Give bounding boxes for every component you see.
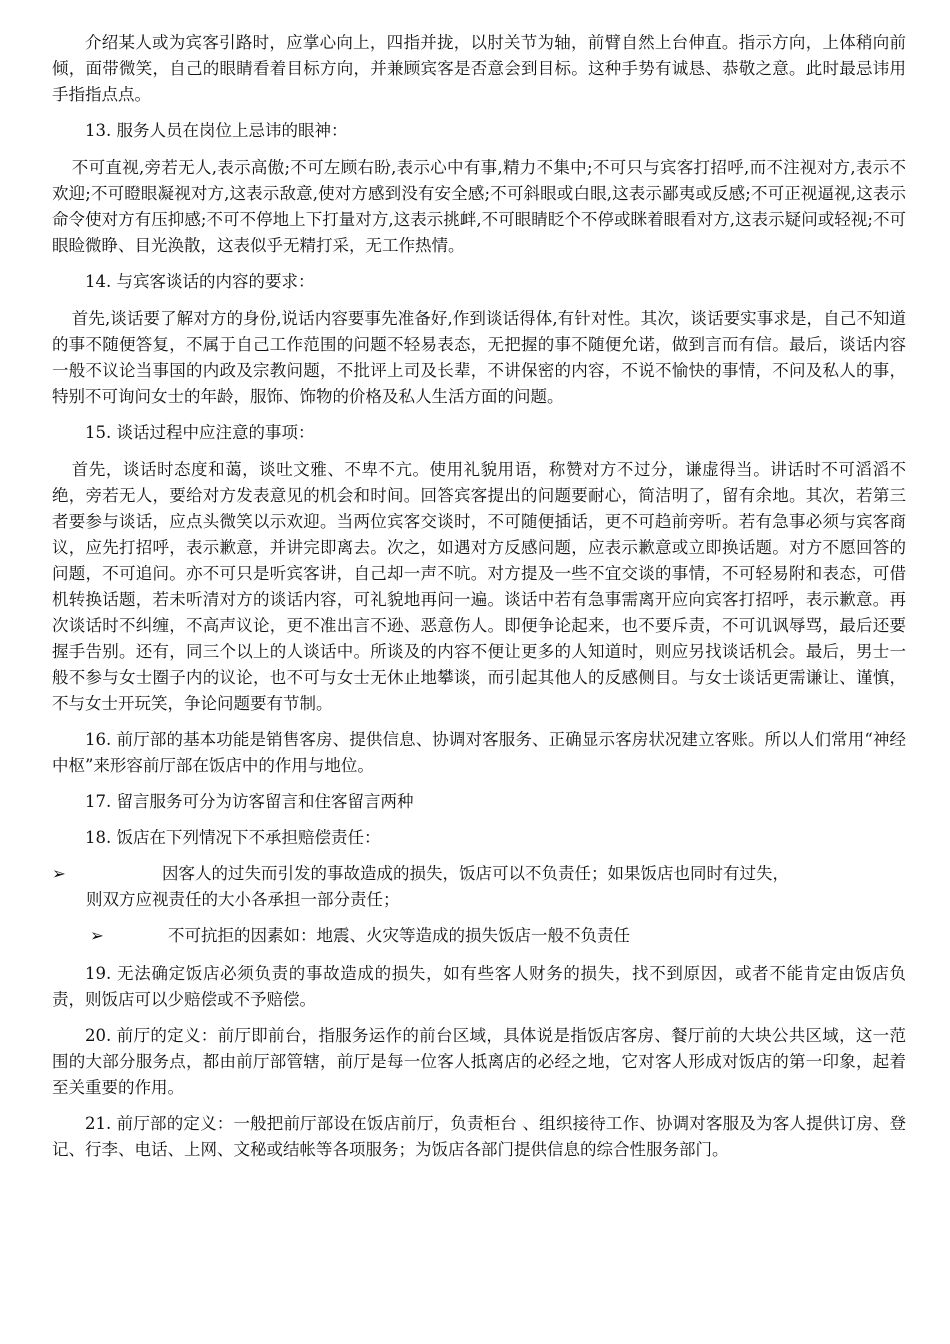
paragraph-13: 不可直视,旁若无人,表示高傲;不可左顾右盼,表示心中有事,精力不集中;不可只与宾客打招呼,而不注视对方,表示不欢迎;不可瞪眼凝视对方,这表示敌意,使对方感到没有安全感;不可斜眼或白眼,这表示鄙夷或反感;不可正视逼视,这表示命令使对方有压抑感;不可不停地上下打量对方,这表示挑衅,不可眼睛眨个不停或眯着眼看对方,这表示疑问或轻视;不可眼睑微睁、目光涣散，这表似乎无精打采，无工作热情。 (52, 158, 906, 255)
paragraph-16: 16. 前厅部的基本功能是销售客房、提供信息、协调对客服务、正确显示客房状况建立客账。所以人们常用“神经中枢”来形容前厅部在饭店中的作用与地位。 (52, 730, 906, 775)
paragraph-15: 首先，谈话时态度和蔼，谈吐文雅、不卑不亢。使用礼貌用语，称赞对方不过分，谦虚得当。讲话时不可滔滔不绝，旁若无人，要给对方发表意见的机会和时间。回答宾客提出的问题要耐心，简洁明了，留有余地。其次，若第三者要参与谈话，应点头微笑以示欢迎。当两位宾客交谈时，不可随便插话，更不可趋前旁听。若有急事必须与宾客商议，应先打招呼，表示歉意，并讲完即离去。次之，如遇对方反感问题，应表示歉意或立即换话题。对方不愿回答的问题，不可追问。亦不可只是听宾客讲，自己却一声不吭。对方提及一些不宜交谈的事情，不可轻易附和表态，可借机转换话题，若未听清对方的谈话内容，可礼貌地再问一遍。谈话中若有急事需离开应向宾客打招呼，表示歉意。再次谈话时不纠缠，不高声议论，更不准出言不逊、恶意伤人。即便争论起来，也不要斥责，不可讥讽辱骂，最后还要握手告别。还有，同三个以上的人谈话中。所谈及的内容不便让更多的人知道时，则应另找谈话机会。最后，男士一般不参与女士圈子内的议论，也不可与女士无休止地攀谈，而引起其他人的反感侧目。与女士谈话更需谦让、谨慎，不与女士开玩笑，争论问题要有节制。 (52, 460, 906, 713)
bullet-item-1 (52, 861, 906, 913)
heading-13: 13. 服务人员在岗位上忌讳的眼神： (85, 121, 348, 140)
heading-18: 18. 饭店在下列情况下不承担赔偿责任： (85, 828, 381, 847)
bullet-arrow-icon: ➢ (52, 864, 66, 883)
heading-14: 14. 与宾客谈话的内容的要求： (85, 272, 315, 291)
paragraph-17: 17. 留言服务可分为访客留言和住客留言两种 (85, 792, 414, 811)
bullet-2-text: 不可抗拒的因素如：地震、火灾等造成的损失饭店一般不负责任 (168, 926, 630, 945)
paragraph-gesture: 介绍某人或为宾客引路时，应掌心向上，四指并拢，以肘关节为轴，前臂自然上台伸直。指示方向，上体稍向前倾，面带微笑，自己的眼睛看着目标方向，并兼顾宾客是否意会到目标。这种手势有诚恳、恭敬之意。此时最忌讳用手指指点点。 (52, 33, 906, 104)
bullet-arrow-icon: ➢ (90, 926, 104, 945)
paragraph-20: 20. 前厅的定义：前厅即前台，指服务运作的前台区域，具体说是指饭店客房、餐厅前的大块公共区域，这一范围的大部分服务点，都由前厅部管辖，前厅是每一位客人抵离店的必经之地，它对客人形成对饭店的第一印象，起着至关重要的作用。 (52, 1026, 906, 1097)
bullet-item-2 (52, 923, 906, 949)
heading-15: 15. 谈话过程中应注意的事项： (85, 423, 315, 442)
bullet-1-text: 因客人的过失而引发的事故造成的损失，饭店可以不负责任；如果饭店也同时有过失， (162, 864, 789, 883)
paragraph-19: 19. 无法确定饭店必须负责的事故造成的损失，如有些客人财务的损失，找不到原因，或者不能肯定由饭店负责，则饭店可以少赔偿或不予赔偿。 (52, 964, 906, 1009)
paragraph-21: 21. 前厅部的定义：一般把前厅部设在饭店前厅，负责柜台 、组织接待工作、协调对客服及为客人提供订房、登记、行李、电话、上网、文秘或结帐等各项服务；为饭店各部门提供信息的综合性服务部门。 (52, 1114, 906, 1159)
paragraph-14: 首先,谈话要了解对方的身份,说话内容要事先准备好,作到谈话得体,有针对性。其次，谈话要实事求是，自己不知道的事不随便答复，不属于自己工作范围的问题不轻易表态，无把握的事不随便允诺，做到言而有信。最后，谈话内容一般不议论当事国的内政及宗教问题，不批评上司及长辈，不讲保密的内容，不说不愉快的事情，不问及私人的事，特别不可询问女士的年龄，服饰、饰物的价格及私人生活方面的问题。 (52, 309, 906, 406)
bullet-1-continuation: 则双方应视责任的大小各承担一部分责任； (86, 890, 400, 909)
